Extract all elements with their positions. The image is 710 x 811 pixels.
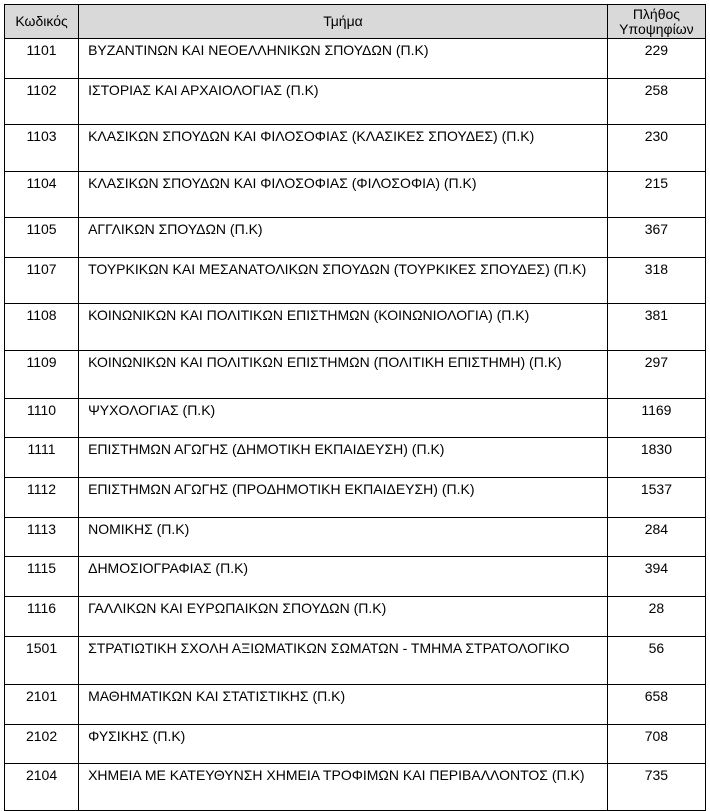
cell-candidates: 1830 [607,438,705,478]
cell-department: ΚΟΙΝΩΝΙΚΩΝ ΚΑΙ ΠΟΛΙΤΙΚΩΝ ΕΠΙΣΤΗΜΩΝ (ΚΟΙΝΩΝΙΟΛΟΓΙΑ) (Π.Κ) [79,304,608,351]
cell-department: ΧΗΜΕΙΑ ΜΕ ΚΑΤΕΥΘΥΝΣΗ ΧΗΜΕΙΑ ΤΡΟΦΙΜΩΝ ΚΑΙ ΠΕΡΙΒΑΛΛΟΝΤΟΣ (Π.Κ) [79,764,608,811]
table-row [5,125,706,172]
cell-department: ΚΛΑΣΙΚΩΝ ΣΠΟΥΔΩΝ ΚΑΙ ΦΙΛΟΣΟΦΙΑΣ (ΦΙΛΟΣΟΦΙΑ) (Π.Κ) [79,172,608,218]
cell-department: ΚΟΙΝΩΝΙΚΩΝ ΚΑΙ ΠΟΛΙΤΙΚΩΝ ΕΠΙΣΤΗΜΩΝ (ΠΟΛΙΤΙΚΗ ΕΠΙΣΤΗΜΗ) (Π.Κ) [79,351,608,399]
header-candidates [607,5,705,39]
cell-code: 1111 [5,438,79,478]
cell-department: ΓΑΛΛΙΚΩΝ ΚΑΙ ΕΥΡΩΠΑΙΚΩΝ ΣΠΟΥΔΩΝ (Π.Κ) [79,597,608,637]
cell-code: 2101 [5,685,79,725]
cell-candidates: 318 [607,258,705,304]
cell-department: ΚΛΑΣΙΚΩΝ ΣΠΟΥΔΩΝ ΚΑΙ ΦΙΛΟΣΟΦΙΑΣ (ΚΛΑΣΙΚΕΣ ΣΠΟΥΔΕΣ) (Π.Κ) [79,125,608,172]
cell-code: 1116 [5,597,79,637]
candidates-table [4,4,706,811]
cell-candidates: 284 [607,518,705,557]
table-row [5,478,706,518]
cell-candidates: 28 [607,597,705,637]
cell-department: ΕΠΙΣΤΗΜΩΝ ΑΓΩΓΗΣ (ΠΡΟΔΗΜΟΤΙΚΗ ΕΚΠΑΙΔΕΥΣΗ) (Π.Κ) [79,478,608,518]
cell-candidates: 297 [607,351,705,399]
table-row [5,399,706,438]
table-row [5,304,706,351]
cell-code: 1107 [5,258,79,304]
cell-code: 1109 [5,351,79,399]
cell-department: ΝΟΜΙΚΗΣ (Π.Κ) [79,518,608,557]
table-row [5,597,706,637]
cell-code: 2102 [5,725,79,764]
table-row [5,518,706,557]
cell-code: 1108 [5,304,79,351]
cell-code: 1101 [5,39,79,79]
table-row [5,351,706,399]
cell-department: ΤΟΥΡΚΙΚΩΝ ΚΑΙ ΜΕΣΑΝΑΤΟΛΙΚΩΝ ΣΠΟΥΔΩΝ (ΤΟΥΡΚΙΚΕΣ ΣΠΟΥΔΕΣ) (Π.Κ) [79,258,608,304]
cell-department: ΨΥΧΟΛΟΓΙΑΣ (Π.Κ) [79,399,608,438]
cell-candidates: 258 [607,79,705,125]
header-candidates-line1: Πλήθος [632,5,681,22]
cell-candidates: 229 [607,39,705,79]
cell-candidates: 215 [607,172,705,218]
table-row [5,79,706,125]
cell-code: 1105 [5,218,79,258]
cell-candidates: 1169 [607,399,705,438]
cell-code: 1110 [5,399,79,438]
cell-candidates: 56 [607,637,705,685]
cell-department: ΔΗΜΟΣΙΟΓΡΑΦΙΑΣ (Π.Κ) [79,557,608,597]
cell-code: 1501 [5,637,79,685]
cell-candidates: 735 [607,764,705,811]
cell-candidates: 394 [607,557,705,597]
cell-candidates: 658 [607,685,705,725]
cell-candidates: 230 [607,125,705,172]
cell-department: ΦΥΣΙΚΗΣ (Π.Κ) [79,725,608,764]
table-row [5,172,706,218]
header-code: Κωδικός [5,5,79,39]
cell-department: ΑΓΓΛΙΚΩΝ ΣΠΟΥΔΩΝ (Π.Κ) [79,218,608,258]
cell-code: 1102 [5,79,79,125]
table-row [5,637,706,685]
cell-department: ΜΑΘΗΜΑΤΙΚΩΝ ΚΑΙ ΣΤΑΤΙΣΤΙΚΗΣ (Π.Κ) [79,685,608,725]
table-row [5,39,706,79]
header-row [5,5,706,39]
table-row [5,764,706,811]
cell-code: 1103 [5,125,79,172]
table-row [5,258,706,304]
cell-department: ΒΥΖΑΝΤΙΝΩΝ ΚΑΙ ΝΕΟΕΛΛΗΝΙΚΩΝ ΣΠΟΥΔΩΝ (Π.Κ) [79,39,608,79]
cell-candidates: 1537 [607,478,705,518]
header-candidates-line2: Υποψηφίων [619,20,694,37]
cell-code: 1115 [5,557,79,597]
table-row [5,438,706,478]
cell-code: 1113 [5,518,79,557]
cell-department: ΕΠΙΣΤΗΜΩΝ ΑΓΩΓΗΣ (ΔΗΜΟΤΙΚΗ ΕΚΠΑΙΔΕΥΣΗ) (Π.Κ) [79,438,608,478]
cell-department: ΣΤΡΑΤΙΩΤΙΚΗ ΣΧΟΛΗ ΑΞΙΩΜΑΤΙΚΩΝ ΣΩΜΑΤΩΝ - ΤΜΗΜΑ ΣΤΡΑΤΟΛΟΓΙΚΟ [79,637,608,685]
cell-candidates: 381 [607,304,705,351]
cell-candidates: 708 [607,725,705,764]
cell-code: 1112 [5,478,79,518]
cell-code: 2104 [5,764,79,811]
table-row [5,685,706,725]
cell-code: 1104 [5,172,79,218]
table-row [5,557,706,597]
table-row [5,725,706,764]
cell-department: ΙΣΤΟΡΙΑΣ ΚΑΙ ΑΡΧΑΙΟΛΟΓΙΑΣ (Π.Κ) [79,79,608,125]
cell-candidates: 367 [607,218,705,258]
header-department: Τμήμα [79,5,608,39]
table-row [5,218,706,258]
